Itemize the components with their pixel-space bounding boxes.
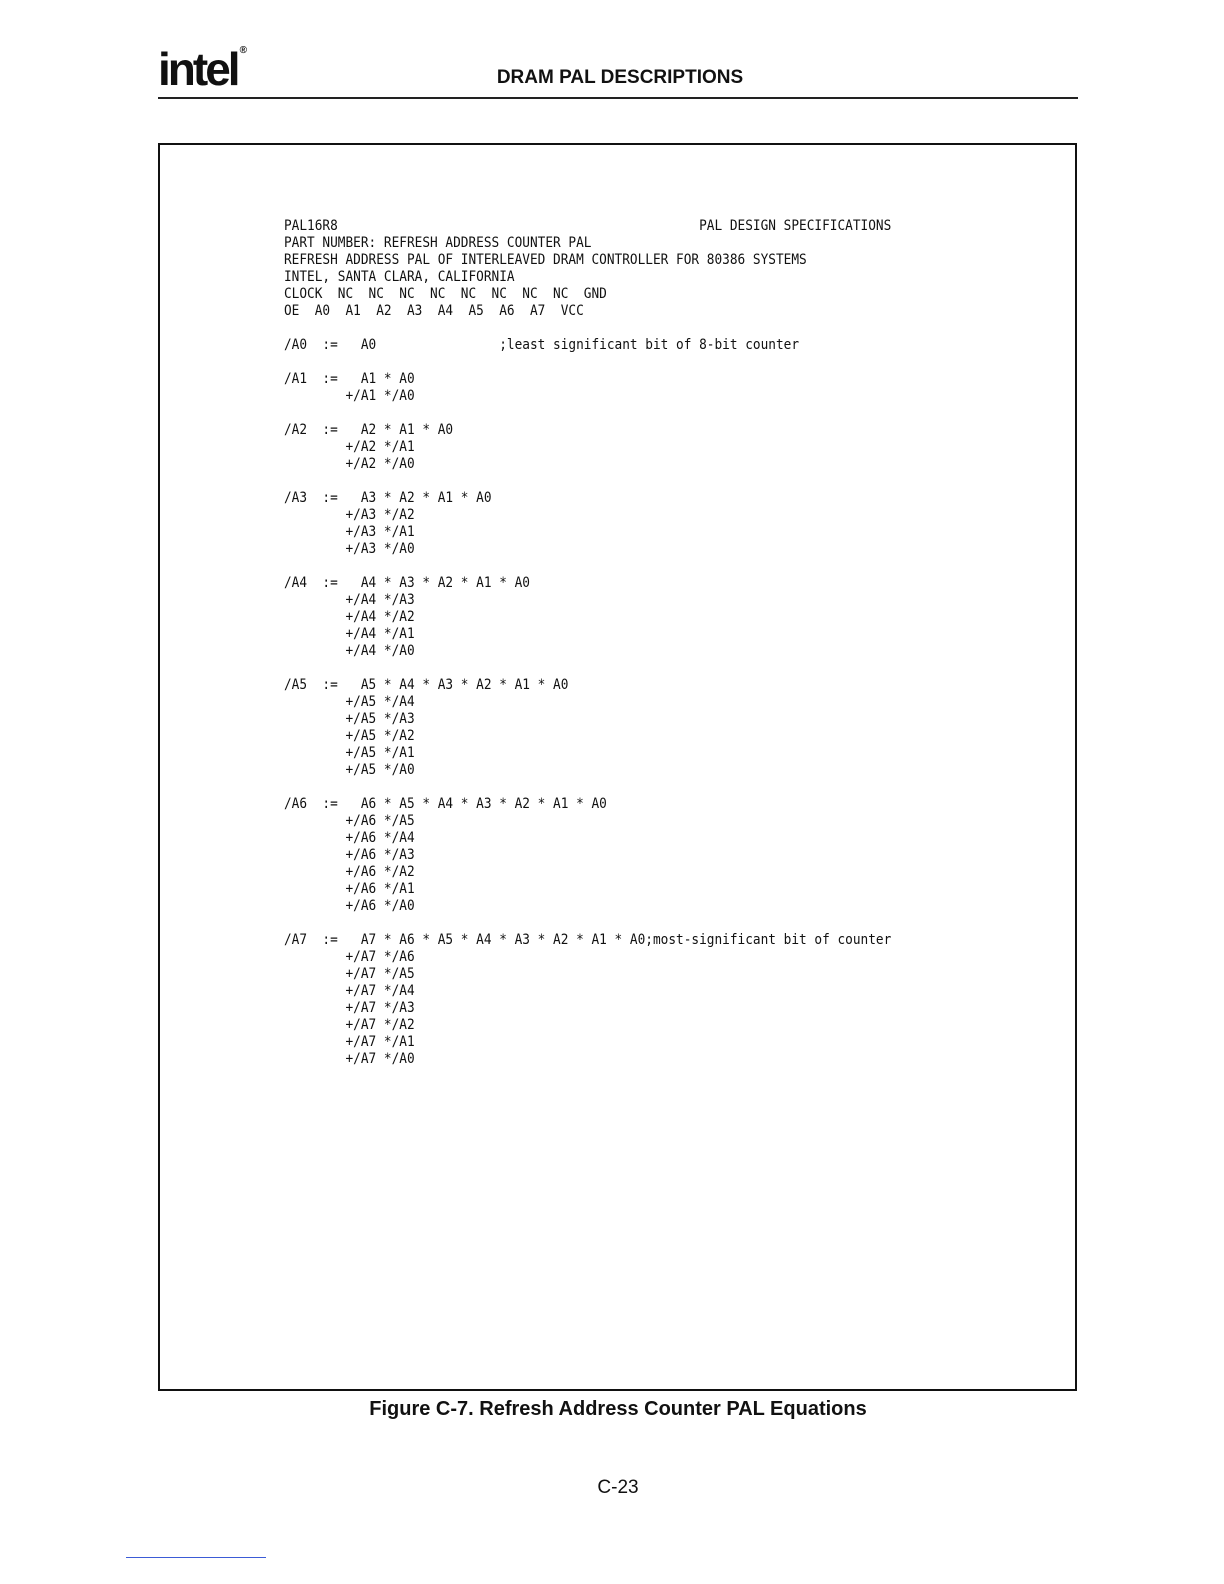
- code-line: +/A6 */A1: [284, 881, 415, 897]
- pal-equations-listing: [284, 218, 891, 1068]
- code-line: +/A4 */A0: [284, 643, 415, 659]
- code-line: /A0 := A0 ;least significant bit of 8-bit counter: [284, 337, 800, 353]
- code-line: +/A7 */A0: [284, 1051, 415, 1067]
- code-line: +/A3 */A1: [284, 524, 415, 540]
- code-line: PAL16R8 PAL DESIGN SPECIFICATIONS: [284, 218, 892, 234]
- code-line: +/A6 */A0: [284, 898, 415, 914]
- code-line: PART NUMBER: REFRESH ADDRESS COUNTER PAL: [284, 235, 592, 251]
- code-line: CLOCK NC NC NC NC NC NC NC NC GND: [284, 286, 607, 302]
- code-line: +/A7 */A4: [284, 983, 415, 999]
- page-number: C-23: [597, 1477, 639, 1498]
- intel-logo: [158, 43, 247, 95]
- code-line: INTEL, SANTA CLARA, CALIFORNIA: [284, 269, 515, 285]
- code-line: [284, 354, 891, 371]
- code-line: +/A7 */A6: [284, 949, 415, 965]
- code-line: +/A2 */A1: [284, 439, 415, 455]
- intel-logo-text: intel: [158, 43, 238, 95]
- code-line: +/A2 */A0: [284, 456, 415, 472]
- code-line: +/A7 */A2: [284, 1017, 415, 1033]
- code-line: +/A6 */A4: [284, 830, 415, 846]
- code-line: [284, 779, 891, 796]
- code-line: +/A5 */A4: [284, 694, 415, 710]
- code-line: +/A6 */A5: [284, 813, 415, 829]
- code-line: /A5 := A5 * A4 * A3 * A2 * A1 * A0: [284, 677, 569, 693]
- code-line: OE A0 A1 A2 A3 A4 A5 A6 A7 VCC: [284, 303, 584, 319]
- code-line: +/A4 */A2: [284, 609, 415, 625]
- registered-mark-icon: ®: [239, 45, 247, 56]
- code-line: [284, 405, 891, 422]
- code-line: /A3 := A3 * A2 * A1 * A0: [284, 490, 492, 506]
- code-line: +/A4 */A3: [284, 592, 415, 608]
- code-line: +/A6 */A2: [284, 864, 415, 880]
- code-line: +/A3 */A2: [284, 507, 415, 523]
- code-line: /A7 := A7 * A6 * A5 * A4 * A3 * A2 * A1 * A0;most-significant bit of counter: [284, 932, 892, 948]
- code-line: +/A3 */A0: [284, 541, 415, 557]
- code-line: /A2 := A2 * A1 * A0: [284, 422, 454, 438]
- code-line: +/A7 */A1: [284, 1034, 415, 1050]
- code-line: [284, 558, 891, 575]
- code-line: REFRESH ADDRESS PAL OF INTERLEAVED DRAM CONTROLLER FOR 80386 SYSTEMS: [284, 252, 807, 268]
- code-line: [284, 660, 891, 677]
- code-line: +/A5 */A1: [284, 745, 415, 761]
- figure-caption: Figure C-7. Refresh Address Counter PAL Equations: [369, 1398, 867, 1420]
- code-line: /A1 := A1 * A0: [284, 371, 415, 387]
- header-divider: [158, 97, 1078, 99]
- code-line: +/A5 */A3: [284, 711, 415, 727]
- code-line: /A4 := A4 * A3 * A2 * A1 * A0: [284, 575, 531, 591]
- page-header-title: DRAM PAL DESCRIPTIONS: [496, 67, 744, 88]
- code-line: +/A4 */A1: [284, 626, 415, 642]
- code-line: +/A6 */A3: [284, 847, 415, 863]
- code-line: [284, 915, 891, 932]
- code-line: +/A5 */A2: [284, 728, 415, 744]
- code-line: +/A1 */A0: [284, 388, 415, 404]
- code-line: /A6 := A6 * A5 * A4 * A3 * A2 * A1 * A0: [284, 796, 607, 812]
- code-line: +/A7 */A3: [284, 1000, 415, 1016]
- footer-link-underline: [126, 1557, 266, 1558]
- code-line: +/A7 */A5: [284, 966, 415, 982]
- code-line: +/A5 */A0: [284, 762, 415, 778]
- code-line: [284, 473, 891, 490]
- code-line: [284, 320, 891, 337]
